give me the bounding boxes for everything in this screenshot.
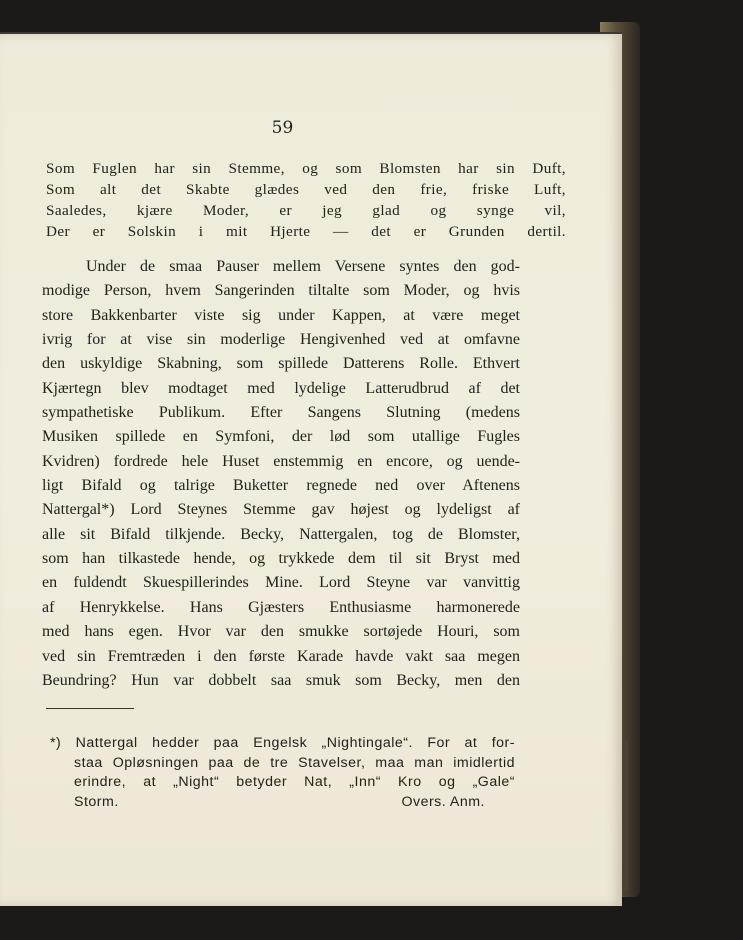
footnote-divider [46, 708, 134, 709]
footnote-line: *) Nattergal hedder paa Engelsk „Nightingale“. For at for- [50, 735, 515, 751]
body-line: Beundring? Hun var dobbelt saa smuk som Becky, men den [42, 671, 520, 689]
poem-line: Som alt det Skabte glædes ved den frie, friske Luft, [46, 181, 566, 198]
poem-stanza [46, 158, 566, 242]
body-paragraph [42, 255, 520, 693]
translator-note-signature: Overs. Anm. [401, 793, 485, 810]
body-line: Musiken spillede en Symfoni, der lød som utallige Fugles [42, 428, 520, 446]
body-line: ved sin Fremtræden i den første Karade havde vakt saa megen [42, 647, 520, 665]
body-line: ligt Bifald og talrige Buketter regnede ned over Aftenens [42, 477, 520, 495]
body-line: alle sit Bifald tilkjende. Becky, Nattergalen, tog de Blomster, [42, 525, 520, 543]
footnote-line: staa Opløsningen paa de tre Stavelser, maa man imidlertid [74, 754, 515, 771]
body-line: ivrig for at vise sin moderlige Hengivenhed ved at omfavne [42, 331, 520, 349]
body-line: sympathetiske Publikum. Efter Sangens Slutning (medens [42, 404, 520, 422]
page-number: 59 [271, 118, 294, 138]
body-line: Nattergal*) Lord Steynes Stemme gav højest og lydeligst af [42, 501, 520, 519]
body-line: modige Person, hvem Sangerinden tiltalte som Moder, og hvis [42, 282, 520, 300]
poem-line: Saaledes, kjære Moder, er jeg glad og synge vil, [46, 202, 566, 219]
footnote-storm: Storm. [74, 793, 119, 810]
footnote-line: erindre, at „Night“ betyder Nat, „Inn“ Kro og „Gale“ [74, 774, 515, 790]
poem-line: Som Fuglen har sin Stemme, og som Blomsten har sin Duft, [46, 160, 566, 177]
body-line: den uskyldige Skabning, som spillede Datterens Rolle. Ethvert [42, 355, 520, 373]
body-line: Under de smaa Pauser mellem Versene syntes den god- [86, 258, 520, 275]
body-line: med hans egen. Hvor var den smukke sortøjede Houri, som [42, 623, 520, 641]
body-line: Kvidren) fordrede hele Huset enstemmig en encore, og uende- [42, 452, 520, 470]
footnote-last-line [50, 793, 515, 813]
book-page [0, 32, 622, 906]
body-line: en fuldendt Skuespillerindes Mine. Lord Steyne var vanvittig [42, 574, 520, 592]
body-line: som han tilkastede hende, og trykkede dem til sit Bryst med [42, 550, 520, 568]
body-line: af Henrykkelse. Hans Gjæsters Enthusiasme harmonerede [42, 598, 520, 616]
footnote [50, 734, 515, 812]
poem-line: Der er Solskin i mit Hjerte — det er Grunden dertil. [46, 223, 566, 240]
body-line: Kjærtegn blev modtaget med lydelige Latterudbrud af det [42, 379, 520, 397]
body-line: store Bakkenbarter viste sig under Kappen, at være meget [42, 306, 520, 324]
